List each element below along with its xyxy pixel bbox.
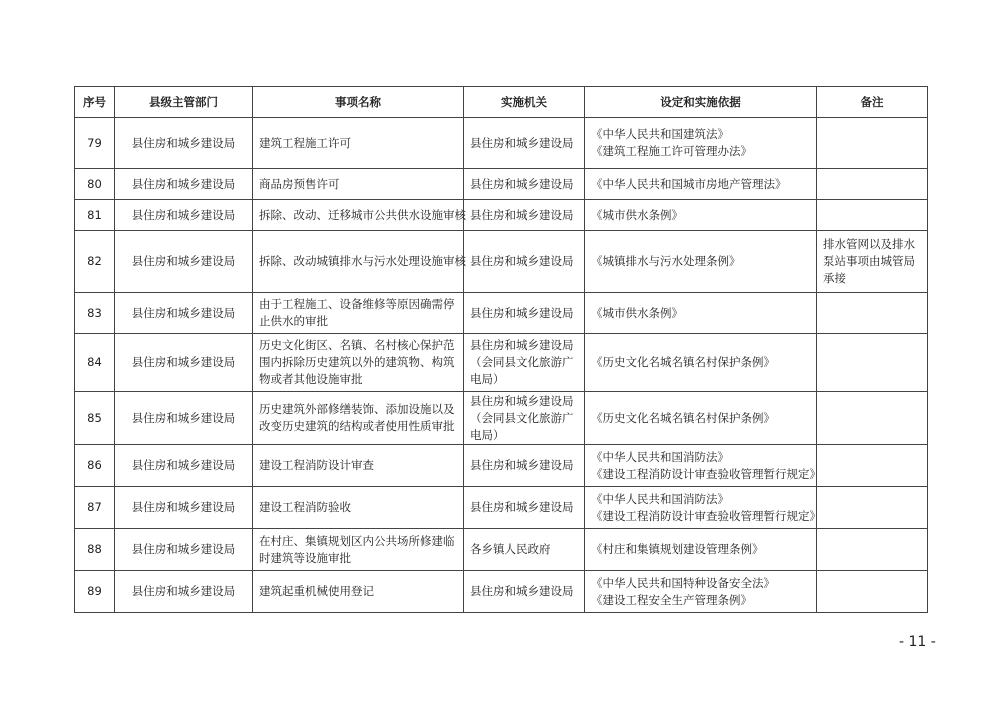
item-name-cell-line: 历史建筑外部修缮装饰、添加设施以及 (259, 402, 455, 416)
item-name-cell-line: 由于工程施工、设备维修等原因确需停 (259, 297, 455, 311)
implementing-agency-cell (464, 392, 585, 445)
implementing-agency-cell (464, 293, 585, 334)
item-name-cell-line: 止供水的审批 (259, 314, 328, 328)
table-row (75, 200, 928, 231)
item-name-cell (253, 169, 464, 200)
implementing-agency-cell (464, 445, 585, 487)
table-row (75, 487, 928, 529)
item-name-cell (253, 571, 464, 613)
legal-basis-cell-line: 《中华人民共和国特种设备安全法》 (591, 575, 775, 590)
legal-basis-cell-line: 《中华人民共和国城市房地产管理法》 (591, 176, 787, 191)
department-cell: 县住房和城乡建设局 (115, 200, 253, 231)
legal-basis-cell-line: 《中华人民共和国消防法》 (591, 491, 729, 506)
implementing-agency-cell (464, 200, 585, 231)
legal-basis-cell (585, 200, 817, 231)
legal-basis-cell-line: 《城市供水条例》 (591, 207, 683, 222)
item-name-cell (253, 118, 464, 169)
legal-basis-cell-line: 《建筑工程施工许可管理办法》 (591, 144, 752, 158)
legal-basis-cell-line: 《历史文化名城名镇名村保护条例》 (591, 355, 775, 369)
serial-cell: 86 (75, 445, 115, 487)
item-name-cell (253, 231, 464, 293)
legal-basis-cell (585, 293, 817, 334)
implementing-agency-cell (464, 487, 585, 529)
item-name-cell (253, 334, 464, 392)
legal-basis-cell (585, 445, 821, 487)
implementing-agency-cell-line: 县住房和城乡建设局 (470, 135, 574, 150)
remarks-cell (817, 571, 928, 613)
implementing-agency-cell (464, 231, 585, 293)
department-cell: 县住房和城乡建设局 (115, 169, 253, 200)
serial-cell: 80 (75, 169, 115, 200)
implementing-agency-cell-line: 县住房和城乡建设局 (470, 338, 574, 352)
legal-basis-cell-line: 《城市供水条例》 (591, 305, 683, 320)
header-legal-basis: 设定和实施依据 (585, 87, 817, 118)
department-cell: 县住房和城乡建设局 (115, 571, 253, 613)
header-remarks: 备注 (817, 87, 928, 118)
table-row (75, 293, 928, 334)
page-number: - 11 - (899, 634, 936, 650)
implementing-agency-cell (464, 529, 585, 571)
item-name-cell (253, 200, 464, 231)
department-cell: 县住房和城乡建设局 (115, 293, 253, 334)
legal-basis-cell (585, 169, 817, 200)
item-name-cell-line: 拆除、改动城镇排水与污水处理设施审核 (259, 254, 466, 268)
legal-basis-cell (585, 571, 817, 613)
implementing-agency-cell-line: 县住房和城乡建设局 (470, 305, 574, 320)
remarks-cell (817, 169, 928, 200)
department-cell: 县住房和城乡建设局 (115, 118, 253, 169)
serial-cell: 83 (75, 293, 115, 334)
remarks-cell (817, 118, 928, 169)
implementing-agency-cell-line: 电局） (470, 427, 505, 442)
legal-basis-cell-line: 《城镇排水与污水处理条例》 (591, 254, 741, 268)
item-name-cell-line: 时建筑等设施审批 (259, 550, 351, 565)
header-implementing-agency: 实施机关 (464, 87, 585, 118)
remarks-cell (817, 529, 928, 571)
implementing-agency-cell-line: 电局） (470, 372, 505, 386)
implementing-agency-cell (464, 571, 585, 613)
implementing-agency-cell-line: 各乡镇人民政府 (470, 542, 551, 556)
implementing-agency-cell (464, 118, 585, 169)
header-department: 县级主管部门 (115, 87, 253, 118)
legal-basis-cell-line: 《建设工程消防设计审查验收管理暂行规定》 (591, 508, 821, 523)
legal-basis-cell-line: 《建设工程安全生产管理条例》 (591, 592, 752, 607)
item-name-cell-line: 围内拆除历史建筑以外的建筑物、构筑 (259, 355, 455, 369)
item-name-cell-line: 在村庄、集镇规划区内公共场所修建临 (259, 533, 455, 548)
table-row (75, 445, 928, 487)
item-name-cell-line: 建设工程消防设计审查 (259, 458, 374, 472)
table-row (75, 529, 928, 571)
table-row (75, 334, 928, 392)
serial-cell: 88 (75, 529, 115, 571)
serial-cell: 84 (75, 334, 115, 392)
remarks-cell-line: 泵站事项由城管局 (823, 254, 915, 268)
table-row (75, 118, 928, 169)
implementing-agency-cell-line: （会同县文化旅游广 (470, 410, 574, 425)
legal-basis-cell (585, 392, 817, 445)
legal-basis-cell-line: 《建设工程消防设计审查验收管理暂行规定》 (591, 466, 821, 481)
serial-cell: 89 (75, 571, 115, 613)
item-name-cell-line: 拆除、改动、迁移城市公共供水设施审核 (259, 207, 466, 222)
item-name-cell (253, 487, 464, 529)
legal-basis-cell (585, 529, 817, 571)
implementing-agency-cell-line: 县住房和城乡建设局 (470, 207, 574, 222)
item-name-cell (253, 293, 464, 334)
item-name-cell (253, 529, 464, 571)
implementing-agency-cell-line: （会同县文化旅游广 (470, 355, 574, 369)
department-cell: 县住房和城乡建设局 (115, 487, 253, 529)
implementing-agency-cell-line: 县住房和城乡建设局 (470, 254, 574, 268)
implementing-agency-cell-line: 县住房和城乡建设局 (470, 176, 574, 191)
serial-cell: 85 (75, 392, 115, 445)
remarks-cell (817, 200, 928, 231)
legal-basis-cell-line: 《中华人民共和国消防法》 (591, 449, 729, 464)
legal-basis-cell (585, 118, 817, 169)
implementing-agency-cell-line: 县住房和城乡建设局 (470, 458, 574, 472)
department-cell: 县住房和城乡建设局 (115, 231, 253, 293)
serial-cell: 87 (75, 487, 115, 529)
legal-basis-cell-line: 《村庄和集镇规划建设管理条例》 (591, 542, 764, 556)
remarks-cell (817, 445, 928, 487)
item-name-cell-line: 历史文化街区、名镇、名村核心保护范 (259, 338, 455, 352)
department-cell: 县住房和城乡建设局 (115, 334, 253, 392)
remarks-cell (817, 293, 928, 334)
item-name-cell (253, 392, 464, 445)
implementing-agency-cell-line: 县住房和城乡建设局 (470, 584, 574, 598)
table-row (75, 571, 928, 613)
implementing-agency-cell-line: 县住房和城乡建设局 (470, 500, 574, 514)
item-name-cell-line: 建筑工程施工许可 (259, 135, 351, 150)
table-row (75, 231, 928, 293)
item-name-cell-line: 改变历史建筑的结构或者使用性质审批 (259, 419, 455, 433)
remarks-cell (817, 231, 928, 293)
table-row (75, 392, 928, 445)
item-name-cell (253, 445, 464, 487)
table-row (75, 169, 928, 200)
remarks-cell (817, 392, 928, 445)
remarks-cell-line: 承接 (823, 271, 846, 285)
department-cell: 县住房和城乡建设局 (115, 529, 253, 571)
serial-cell: 81 (75, 200, 115, 231)
table-header-row (75, 87, 928, 118)
legal-basis-cell (585, 231, 817, 293)
remarks-cell (817, 487, 928, 529)
implementing-agency-cell-line: 县住房和城乡建设局 (470, 393, 574, 408)
legal-basis-cell (585, 487, 821, 529)
serial-cell: 79 (75, 118, 115, 169)
legal-basis-cell-line: 《中华人民共和国建筑法》 (591, 127, 729, 141)
item-name-cell-line: 建设工程消防验收 (259, 500, 351, 514)
header-item-name: 事项名称 (253, 87, 464, 118)
item-name-cell-line: 物或者其他设施审批 (259, 372, 363, 386)
department-cell: 县住房和城乡建设局 (115, 445, 253, 487)
legal-basis-cell-line: 《历史文化名城名镇名村保护条例》 (591, 410, 775, 425)
permit-table (74, 86, 928, 613)
implementing-agency-cell (464, 334, 585, 392)
serial-cell: 82 (75, 231, 115, 293)
legal-basis-cell (585, 334, 817, 392)
department-cell: 县住房和城乡建设局 (115, 392, 253, 445)
header-serial: 序号 (75, 87, 115, 118)
remarks-cell-line: 排水管网以及排水 (823, 237, 915, 251)
item-name-cell-line: 商品房预售许可 (259, 176, 340, 191)
implementing-agency-cell (464, 169, 585, 200)
item-name-cell-line: 建筑起重机械使用登记 (259, 584, 374, 598)
remarks-cell (817, 334, 928, 392)
